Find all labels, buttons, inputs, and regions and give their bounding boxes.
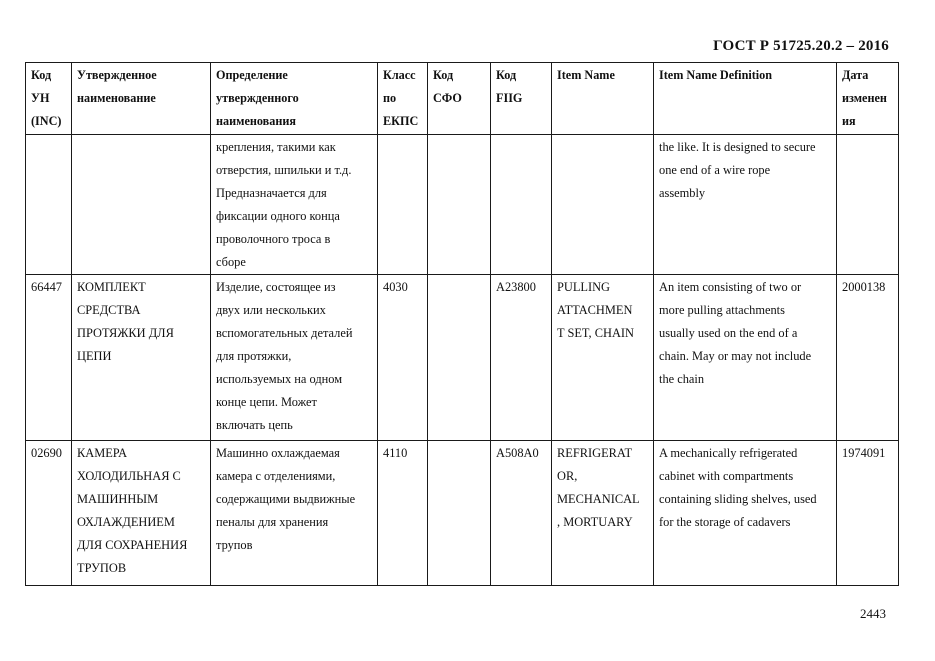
cell-line: (INC) bbox=[31, 114, 62, 128]
cell-line: Item Name Definition bbox=[659, 68, 773, 82]
cell-line: , MORTUARY bbox=[557, 515, 633, 529]
cell-approved-name bbox=[72, 135, 211, 275]
cell-line: for the storage of cadavers bbox=[659, 515, 791, 529]
cell-line: содержащими выдвижные bbox=[216, 492, 356, 506]
cell-line: ХОЛОДИЛЬНАЯ С bbox=[77, 469, 181, 483]
cell-code-fiig bbox=[491, 275, 552, 441]
cell-line: OR, bbox=[557, 469, 578, 483]
cell-line: the chain bbox=[659, 372, 705, 386]
cell-line: Код bbox=[433, 68, 454, 82]
cell-line: 4110 bbox=[383, 446, 408, 460]
standard-designation: ГОСТ Р 51725.20.2 – 2016 bbox=[713, 38, 889, 54]
cell-line: A508A0 bbox=[496, 446, 539, 460]
nomenclature-table bbox=[25, 62, 899, 586]
cell-line: A mechanically refrigerated bbox=[659, 446, 798, 460]
cell-line: usually used on the end of a bbox=[659, 326, 798, 340]
cell-line: утвержденного bbox=[216, 91, 299, 105]
cell-code-inc bbox=[26, 275, 72, 441]
cell-line: Класс bbox=[383, 68, 416, 82]
cell-line: ПРОТЯЖКИ ДЛЯ bbox=[77, 326, 174, 340]
cell-line: cabinet with compartments bbox=[659, 469, 794, 483]
cell-definition bbox=[211, 441, 378, 586]
cell-line: наименования bbox=[216, 114, 296, 128]
cell-line: КАМЕРА bbox=[77, 446, 128, 460]
cell-line: по bbox=[383, 91, 397, 105]
header-definition bbox=[211, 63, 378, 135]
cell-line: используемых на одном bbox=[216, 372, 343, 386]
cell-item-definition bbox=[654, 441, 837, 586]
cell-class-ekps bbox=[378, 441, 428, 586]
table-row bbox=[26, 135, 899, 275]
table-row bbox=[26, 275, 899, 441]
cell-line: включать цепь bbox=[216, 418, 293, 432]
header-approved-name bbox=[72, 63, 211, 135]
cell-date bbox=[837, 275, 899, 441]
cell-line: 2000138 bbox=[842, 280, 886, 294]
cell-code-fiig bbox=[491, 135, 552, 275]
cell-line: ия bbox=[842, 114, 856, 128]
cell-line: МАШИННЫМ bbox=[77, 492, 159, 506]
cell-line: containing sliding shelves, used bbox=[659, 492, 817, 506]
cell-line: An item consisting of two or bbox=[659, 280, 802, 294]
cell-line: MECHANICAL bbox=[557, 492, 640, 506]
cell-line: Дата bbox=[842, 68, 869, 82]
header-item-name-definition bbox=[654, 63, 837, 135]
header-row bbox=[26, 63, 899, 135]
cell-line: ДЛЯ СОХРАНЕНИЯ bbox=[77, 538, 188, 552]
cell-line: more pulling attachments bbox=[659, 303, 785, 317]
cell-line: наименование bbox=[77, 91, 156, 105]
page-number: 2443 bbox=[860, 606, 886, 621]
cell-line: T SET, CHAIN bbox=[557, 326, 634, 340]
cell-line: УН bbox=[31, 91, 50, 105]
cell-class-ekps bbox=[378, 135, 428, 275]
header-code-sfo bbox=[428, 63, 491, 135]
cell-date bbox=[837, 135, 899, 275]
cell-item-definition bbox=[654, 275, 837, 441]
cell-line: chain. May or may not include bbox=[659, 349, 812, 363]
header-item-name bbox=[552, 63, 654, 135]
cell-line: вспомогательных деталей bbox=[216, 326, 353, 340]
cell-line: Машинно охлаждаемая bbox=[216, 446, 340, 460]
header-code-inc bbox=[26, 63, 72, 135]
header-date-changed bbox=[837, 63, 899, 135]
cell-code-fiig bbox=[491, 441, 552, 586]
cell-line: отверстия, шпильки и т.д. bbox=[216, 163, 352, 177]
cell-approved-name bbox=[72, 441, 211, 586]
cell-line: Изделие, состоящее из bbox=[216, 280, 336, 294]
cell-line: изменен bbox=[842, 91, 887, 105]
cell-line: 4030 bbox=[383, 280, 408, 294]
cell-line: крепления, такими как bbox=[216, 140, 336, 154]
cell-line: A23800 bbox=[496, 280, 536, 294]
cell-line: для протяжки, bbox=[216, 349, 292, 363]
cell-line: фиксации одного конца bbox=[216, 209, 340, 223]
cell-line: СФО bbox=[433, 91, 462, 105]
cell-definition bbox=[211, 135, 378, 275]
cell-line: 66447 bbox=[31, 280, 62, 294]
cell-item-name bbox=[552, 441, 654, 586]
cell-line: КОМПЛЕКТ bbox=[77, 280, 146, 294]
cell-item-name bbox=[552, 275, 654, 441]
cell-item-definition bbox=[654, 135, 837, 275]
cell-definition bbox=[211, 275, 378, 441]
cell-date bbox=[837, 441, 899, 586]
cell-line: Код bbox=[496, 68, 517, 82]
cell-code-sfo bbox=[428, 441, 491, 586]
cell-line: ЕКПС bbox=[383, 114, 419, 128]
cell-line: пеналы для хранения bbox=[216, 515, 329, 529]
cell-line: REFRIGERAT bbox=[557, 446, 633, 460]
cell-line: one end of a wire rope bbox=[659, 163, 771, 177]
cell-line: Item Name bbox=[557, 68, 615, 82]
cell-line: Определение bbox=[216, 68, 288, 82]
cell-line: FIIG bbox=[496, 91, 523, 105]
cell-line: ТРУПОВ bbox=[77, 561, 127, 575]
cell-line: Предназначается для bbox=[216, 186, 327, 200]
cell-line: assembly bbox=[659, 186, 706, 200]
cell-code-sfo bbox=[428, 275, 491, 441]
cell-line: 1974091 bbox=[842, 446, 886, 460]
header-class-ekps bbox=[378, 63, 428, 135]
cell-line: ATTACHMEN bbox=[557, 303, 633, 317]
cell-line: Код bbox=[31, 68, 52, 82]
cell-line: ЦЕПИ bbox=[77, 349, 112, 363]
header-code-fiig bbox=[491, 63, 552, 135]
cell-line: камера с отделениями, bbox=[216, 469, 336, 483]
cell-line: трупов bbox=[216, 538, 253, 552]
cell-line: сборе bbox=[216, 255, 246, 269]
cell-code-inc bbox=[26, 135, 72, 275]
cell-line: проволочного троса в bbox=[216, 232, 331, 246]
cell-line: PULLING bbox=[557, 280, 610, 294]
cell-approved-name bbox=[72, 275, 211, 441]
table-row bbox=[26, 441, 899, 586]
cell-line: СРЕДСТВА bbox=[77, 303, 141, 317]
cell-line: Утвержденное bbox=[77, 68, 157, 82]
cell-line: 02690 bbox=[31, 446, 62, 460]
cell-code-inc bbox=[26, 441, 72, 586]
cell-code-sfo bbox=[428, 135, 491, 275]
cell-line: ОХЛАЖДЕНИЕМ bbox=[77, 515, 175, 529]
cell-item-name bbox=[552, 135, 654, 275]
cell-line: двух или нескольких bbox=[216, 303, 326, 317]
cell-line: the like. It is designed to secure bbox=[659, 140, 816, 154]
cell-class-ekps bbox=[378, 275, 428, 441]
cell-line: конце цепи. Может bbox=[216, 395, 317, 409]
